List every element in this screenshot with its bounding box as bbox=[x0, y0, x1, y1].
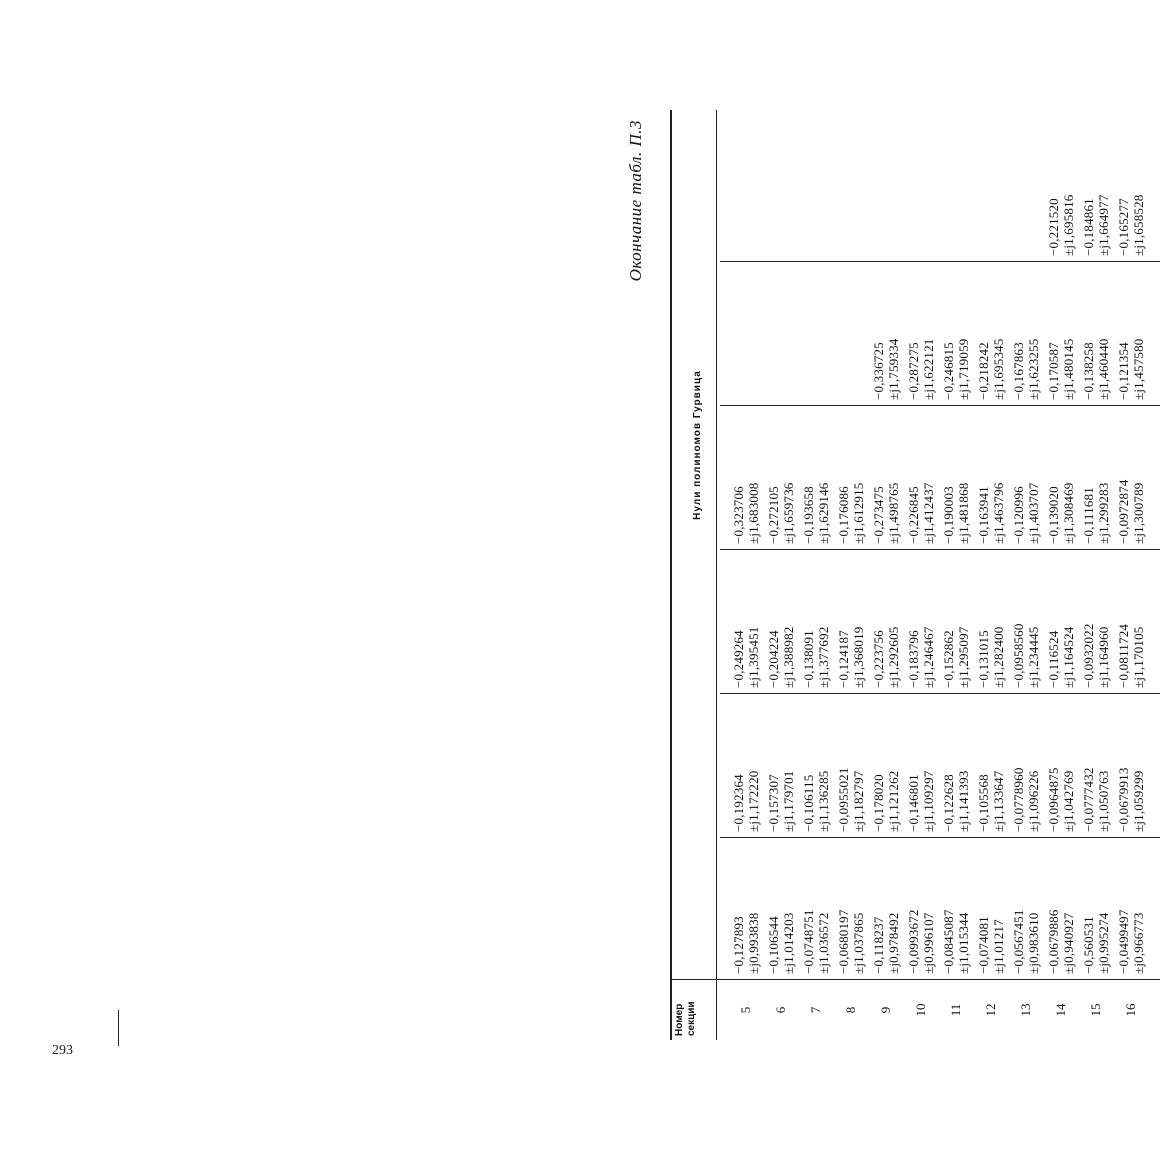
imag-part: ±j1,121262 bbox=[885, 770, 901, 832]
imag-part: ±j1,182797 bbox=[850, 770, 866, 832]
imag-part: ±j1,050763 bbox=[1095, 770, 1111, 832]
imag-part: ±j1,719059 bbox=[955, 338, 971, 400]
imag-part: ±j1,036572 bbox=[815, 912, 831, 974]
column-divider bbox=[720, 261, 1160, 262]
imag-part: ±j1,664977 bbox=[1095, 194, 1111, 256]
zero-pair bbox=[872, 483, 901, 545]
page-number: 293 bbox=[52, 1043, 73, 1058]
zero-pair bbox=[1082, 623, 1111, 688]
real-part: −0,176086 bbox=[836, 486, 851, 544]
real-part: −0,0499497 bbox=[1116, 909, 1131, 974]
section-number: 16 bbox=[1123, 1003, 1138, 1017]
real-part: −0,116524 bbox=[1046, 630, 1061, 688]
zero-pair bbox=[1082, 339, 1111, 401]
real-part: −0,0777432 bbox=[1081, 767, 1096, 832]
zero-pair bbox=[977, 339, 1006, 401]
imag-part: ±j1,403707 bbox=[1025, 482, 1041, 544]
imag-part: ±j1,282400 bbox=[990, 626, 1006, 688]
zero-pair bbox=[732, 771, 761, 833]
real-part: −0,121354 bbox=[1116, 342, 1131, 400]
imag-part: ±j1,622121 bbox=[920, 338, 936, 400]
imag-part: ±j1,01217 bbox=[990, 919, 1006, 974]
imag-part: ±j1,295097 bbox=[955, 626, 971, 688]
real-part: −0,0972874 bbox=[1116, 479, 1131, 544]
section-number: 13 bbox=[1018, 1003, 1033, 1017]
real-part: −0,272105 bbox=[766, 486, 781, 544]
zero-pair bbox=[1047, 909, 1076, 974]
section-number: 12 bbox=[983, 1003, 998, 1017]
zero-pair bbox=[1012, 767, 1041, 832]
real-part: −0,0845087 bbox=[941, 909, 956, 974]
real-part: −0,246815 bbox=[941, 342, 956, 400]
zero-pair bbox=[1117, 909, 1146, 974]
imag-part: ±j1,172220 bbox=[745, 770, 761, 832]
zero-pair bbox=[1047, 339, 1076, 401]
zero-pair bbox=[907, 627, 936, 689]
zero-pair bbox=[1082, 767, 1111, 832]
real-part: −0,190003 bbox=[941, 486, 956, 544]
real-part: −0,0958560 bbox=[1011, 623, 1026, 688]
imag-part: ±j0,940927 bbox=[1060, 912, 1076, 974]
zero-pair bbox=[767, 913, 796, 975]
real-part: −0,170587 bbox=[1046, 342, 1061, 400]
zero-pair bbox=[1082, 195, 1111, 257]
real-part: −0,118237 bbox=[871, 916, 886, 974]
real-part: −0,184861 bbox=[1081, 198, 1096, 256]
zero-pair bbox=[1082, 913, 1111, 975]
real-part: −0,0993672 bbox=[906, 909, 921, 974]
zero-pair bbox=[802, 627, 831, 689]
zero-pair bbox=[837, 767, 866, 832]
real-part: −0,336725 bbox=[871, 342, 886, 400]
zero-pair bbox=[732, 627, 761, 689]
zero-pair bbox=[802, 483, 831, 545]
imag-part: ±j1,096226 bbox=[1025, 770, 1041, 832]
section-number: 10 bbox=[913, 1003, 928, 1017]
real-part: −0,560531 bbox=[1081, 916, 1096, 974]
real-part: −0,106115 bbox=[801, 774, 816, 832]
zero-pair bbox=[907, 339, 936, 401]
imag-part: ±j1,136285 bbox=[815, 770, 831, 832]
column-divider bbox=[720, 837, 1160, 838]
imag-part: ±j1,480145 bbox=[1060, 338, 1076, 400]
imag-part: ±j1,759334 bbox=[885, 338, 901, 400]
zero-pair bbox=[1012, 909, 1041, 974]
real-part: −0,138091 bbox=[801, 630, 816, 688]
real-part: −0,146801 bbox=[906, 774, 921, 832]
real-part: −0,287275 bbox=[906, 342, 921, 400]
zero-pair bbox=[1012, 483, 1041, 545]
imag-part: ±j1,059299 bbox=[1130, 770, 1146, 832]
imag-part: ±j1,629146 bbox=[815, 482, 831, 544]
imag-part: ±j1,037865 bbox=[850, 912, 866, 974]
section-number: 11 bbox=[948, 1003, 963, 1017]
imag-part: ±j1,179701 bbox=[780, 770, 796, 832]
zero-pair bbox=[907, 771, 936, 833]
imag-part: ±j1,683008 bbox=[745, 482, 761, 544]
real-part: −0,157307 bbox=[766, 774, 781, 832]
real-part: −0,226845 bbox=[906, 486, 921, 544]
imag-part: ±j1,612915 bbox=[850, 482, 866, 544]
imag-part: ±j1,659736 bbox=[780, 482, 796, 544]
imag-part: ±j1,368019 bbox=[850, 626, 866, 688]
imag-part: ±j0,966773 bbox=[1130, 912, 1146, 974]
zero-pair bbox=[907, 483, 936, 545]
zero-pair bbox=[872, 627, 901, 689]
section-number: 9 bbox=[878, 1006, 893, 1014]
real-part: −0,178020 bbox=[871, 774, 886, 832]
section-number-header: Номер секции bbox=[674, 1001, 697, 1036]
real-part: −0,122628 bbox=[941, 774, 956, 832]
real-part: −0,120996 bbox=[1011, 486, 1026, 544]
imag-part: ±j1,292605 bbox=[885, 626, 901, 688]
imag-part: ±j1,377692 bbox=[815, 626, 831, 688]
zero-pair bbox=[872, 771, 901, 833]
real-part: −0,193658 bbox=[801, 486, 816, 544]
imag-part: ±j1,498765 bbox=[885, 482, 901, 544]
zero-pair bbox=[1047, 483, 1076, 545]
zero-pair bbox=[907, 909, 936, 974]
real-part: −0,0679886 bbox=[1046, 909, 1061, 974]
imag-part: ±j1,170105 bbox=[1130, 626, 1146, 688]
imag-part: ±j1,457580 bbox=[1130, 338, 1146, 400]
hurwitz-zeros-header: Нули полиномов Гурвица bbox=[692, 370, 703, 520]
real-part: −0,323706 bbox=[731, 486, 746, 544]
real-part: −0,0679913 bbox=[1116, 767, 1131, 832]
imag-part: ±j1,695816 bbox=[1060, 194, 1076, 256]
real-part: −0,273475 bbox=[871, 486, 886, 544]
zero-pair bbox=[1082, 483, 1111, 545]
section-number: 14 bbox=[1053, 1003, 1068, 1017]
zero-pair bbox=[1047, 627, 1076, 689]
zero-pair bbox=[977, 627, 1006, 689]
real-part: −0,223756 bbox=[871, 630, 886, 688]
real-part: −0,138258 bbox=[1081, 342, 1096, 400]
imag-part: ±j1,014203 bbox=[780, 912, 796, 974]
zero-pair bbox=[1117, 767, 1146, 832]
real-part: −0,124187 bbox=[836, 630, 851, 688]
zero-pair bbox=[767, 627, 796, 689]
imag-part: ±j1,109297 bbox=[920, 770, 936, 832]
real-part: −0,0680197 bbox=[836, 909, 851, 974]
zero-pair bbox=[1117, 339, 1146, 401]
imag-part: ±j1,388982 bbox=[780, 626, 796, 688]
section-number: 5 bbox=[738, 1006, 753, 1014]
column-divider bbox=[720, 405, 1160, 406]
zero-pair bbox=[837, 483, 866, 545]
zero-pair bbox=[942, 483, 971, 545]
imag-part: ±j0,993838 bbox=[745, 912, 761, 974]
zero-pair bbox=[802, 909, 831, 974]
real-part: −0,218242 bbox=[976, 342, 991, 400]
zero-pair bbox=[1012, 339, 1041, 401]
real-part: −0,0964875 bbox=[1046, 767, 1061, 832]
real-part: −0,192364 bbox=[731, 774, 746, 832]
imag-part: ±j1,481868 bbox=[955, 482, 971, 544]
zero-pair bbox=[1117, 479, 1146, 544]
zero-pair bbox=[767, 483, 796, 545]
real-part: −0,249264 bbox=[731, 630, 746, 688]
section-number: 15 bbox=[1088, 1003, 1103, 1017]
zero-pair bbox=[872, 339, 901, 401]
imag-part: ±j1,460440 bbox=[1095, 338, 1111, 400]
imag-part: ±j1,395451 bbox=[745, 626, 761, 688]
real-part: −0,204224 bbox=[766, 630, 781, 688]
real-part: −0,0955021 bbox=[836, 767, 851, 832]
zero-pair bbox=[1047, 767, 1076, 832]
real-part: −0,105568 bbox=[976, 774, 991, 832]
zero-pair bbox=[1012, 623, 1041, 688]
column-divider bbox=[720, 549, 1160, 550]
imag-part: ±j0,995274 bbox=[1095, 912, 1111, 974]
imag-part: ±j1,164524 bbox=[1060, 626, 1076, 688]
imag-part: ±j1,463796 bbox=[990, 482, 1006, 544]
section-number: 6 bbox=[773, 1006, 788, 1014]
real-part: −0,183796 bbox=[906, 630, 921, 688]
imag-part: ±j1,164960 bbox=[1095, 626, 1111, 688]
zero-pair bbox=[977, 771, 1006, 833]
real-part: −0,139020 bbox=[1046, 486, 1061, 544]
imag-part: ±j1,412437 bbox=[920, 482, 936, 544]
imag-part: ±j0,978492 bbox=[885, 912, 901, 974]
real-part: −0,167863 bbox=[1011, 342, 1026, 400]
zero-pair bbox=[977, 916, 1006, 974]
imag-part: ±j1,308469 bbox=[1060, 482, 1076, 544]
zero-pair bbox=[1117, 195, 1146, 257]
table-title: Окончание табл. П.3 bbox=[626, 120, 645, 282]
real-part: −0,131015 bbox=[976, 630, 991, 688]
imag-part: ±j0,983610 bbox=[1025, 912, 1041, 974]
zero-pair bbox=[732, 483, 761, 545]
zero-pair bbox=[1117, 624, 1146, 688]
imag-part: ±j0,996107 bbox=[920, 912, 936, 974]
imag-part: ±j1,299283 bbox=[1095, 482, 1111, 544]
zero-pair bbox=[942, 627, 971, 689]
zero-pair bbox=[837, 909, 866, 974]
real-part: −0,0811724 bbox=[1116, 623, 1131, 688]
imag-part: ±j1,133647 bbox=[990, 770, 1006, 832]
real-part: −0,074081 bbox=[976, 916, 991, 974]
imag-part: ±j1,141393 bbox=[955, 770, 971, 832]
zero-pair bbox=[732, 913, 761, 975]
table-top-rule bbox=[670, 110, 672, 1040]
real-part: −0,221520 bbox=[1046, 198, 1061, 256]
real-part: −0,127893 bbox=[731, 916, 746, 974]
real-part: −0,106544 bbox=[766, 916, 781, 974]
imag-part: ±j1,246467 bbox=[920, 626, 936, 688]
section-number: 8 bbox=[843, 1006, 858, 1014]
zero-pair bbox=[872, 913, 901, 975]
real-part: −0,165277 bbox=[1116, 198, 1131, 256]
margin-rule bbox=[118, 1010, 119, 1046]
rotated-table bbox=[626, 110, 1160, 1040]
zero-pair bbox=[942, 909, 971, 974]
zero-pair bbox=[767, 771, 796, 833]
zero-pair bbox=[802, 771, 831, 833]
imag-part: ±j1,695345 bbox=[990, 338, 1006, 400]
imag-part: ±j1,658528 bbox=[1130, 194, 1146, 256]
column-divider bbox=[720, 693, 1160, 694]
imag-part: ±j1,623255 bbox=[1025, 338, 1041, 400]
real-part: −0,0748751 bbox=[801, 909, 816, 974]
real-part: −0,0567451 bbox=[1011, 909, 1026, 974]
real-part: −0,163941 bbox=[976, 486, 991, 544]
zero-pair bbox=[837, 627, 866, 689]
zero-pair bbox=[1047, 195, 1076, 257]
real-part: −0,111681 bbox=[1081, 487, 1096, 544]
imag-part: ±j1,300789 bbox=[1130, 482, 1146, 544]
real-part: −0,152862 bbox=[941, 630, 956, 688]
real-part: −0,0778960 bbox=[1011, 767, 1026, 832]
imag-part: ±j1,234445 bbox=[1025, 626, 1041, 688]
header-rule bbox=[716, 110, 717, 1040]
imag-part: ±j1,042769 bbox=[1060, 770, 1076, 832]
real-part: −0,0932022 bbox=[1081, 623, 1096, 688]
imag-part: ±j1,015344 bbox=[955, 912, 971, 974]
zero-pair bbox=[977, 483, 1006, 545]
zero-pair bbox=[942, 771, 971, 833]
zero-pair bbox=[942, 339, 971, 401]
section-number: 7 bbox=[808, 1006, 823, 1014]
